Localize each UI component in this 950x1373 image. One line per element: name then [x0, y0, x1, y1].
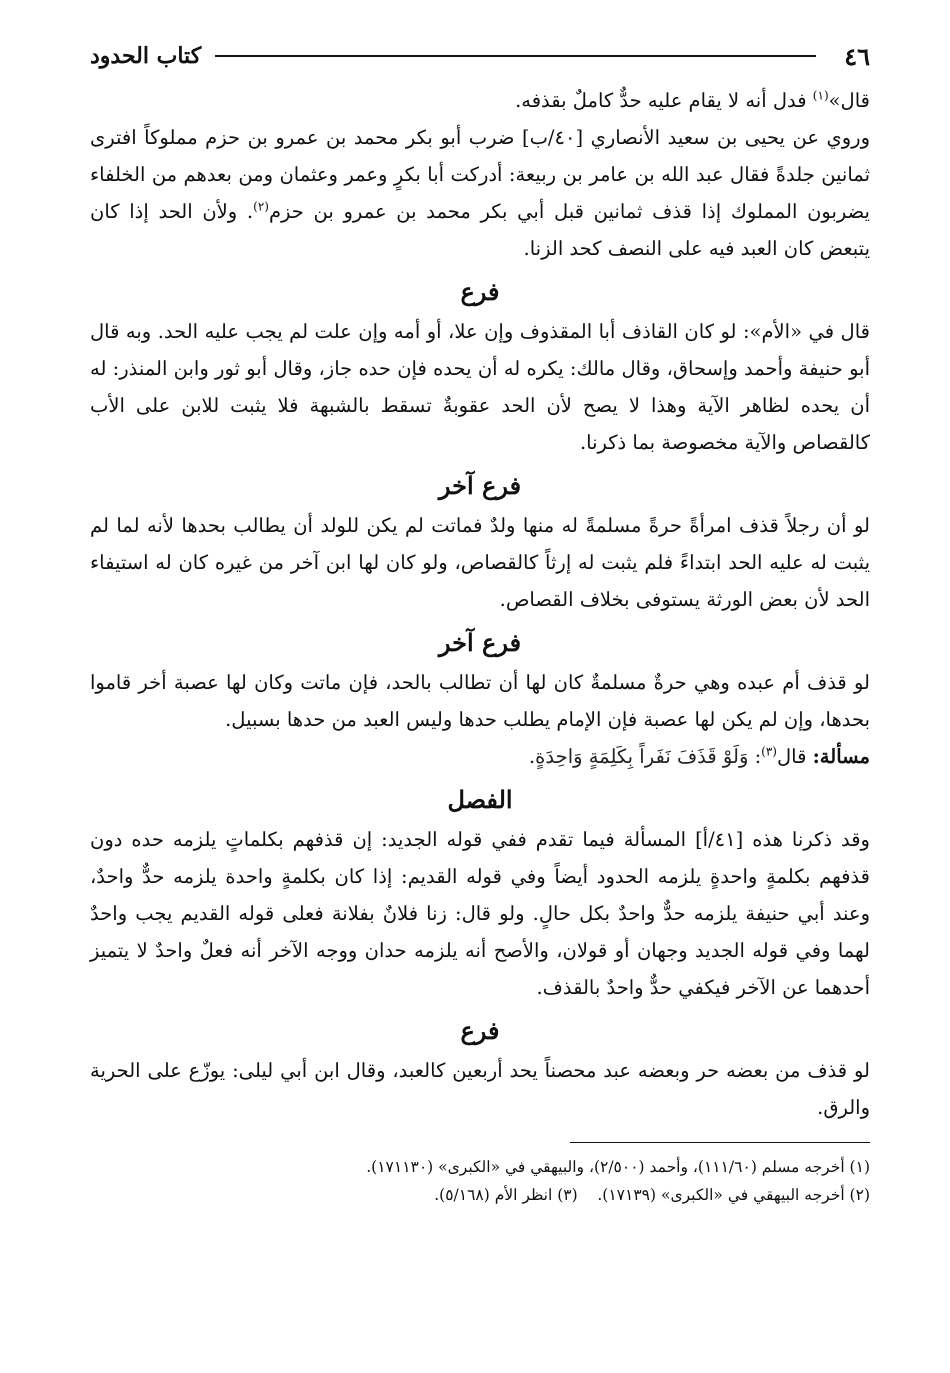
document-page [90, 36, 870, 1209]
footnote-ref-2: (٢) [253, 199, 269, 214]
section-heading-fasl: الفصل [447, 785, 513, 814]
footnote-1: (١) أخرجه مسلم (١١١/٦٠)، وأحمد (٢/٥٠٠)، والبيهقي في «الكبرى» (١٧١١٣٠). [366, 1158, 870, 1176]
footnotes-section [366, 1142, 870, 1209]
section-heading-far-akhar-2: فرع آخر [438, 628, 522, 657]
paragraph-5: لو قذف أم عبده وهي حرةٌ مسلمةٌ كان لها أن تطالب بالحد، فإن ماتت وكان لها عصبة أخر قاموا بحدها، وإن لم يكن لها عصبة فإن الإمام يطلب حدها وليس العبد من حدها بسبيل. [90, 671, 870, 731]
paragraph-6: وقد ذكرنا هذه [٤١/أ] المسألة فيما تقدم ففي قوله الجديد: إن قذفهم بكلماتٍ يلزمه حده دون قذفهم بكلمةٍ واحدةٍ يلزمه الحدود أيضاً وفي قوله القديم: إذا كان بكلمةٍ واحدة يلزمه حدٌّ واحدٌ، وعند أبي حنيفة يلزمه حدٌّ واحدٌ بكل حالٍ. ولو قال: زنا فلانٌ بفلانة فعلى قوله القديم يجب واحدٌ لهما وفي قوله الجديد وجهان أو قولان، والأصح أنه يلزمه حدان ووجه الآخر أنه فعلٌ واحدٌ لا يتميز أحدهما عن الآخر فيكفي حدٌّ واحدٌ بالقذف. [90, 828, 870, 999]
page-number: ٤٦ [844, 41, 870, 71]
footnote-3: (٣) انظر الأم (٥/١٦٨). [434, 1186, 578, 1204]
footnote-2: (٢) أخرجه البيهقي في «الكبرى» (١٧١٣٩). [597, 1186, 870, 1204]
section-heading-far-akhar-1: فرع آخر [438, 471, 522, 500]
quoted-text: : وَلَوْ قَذَفَ نَفَراً بِكَلِمَةٍ وَاحِدَةٍ. [528, 745, 762, 768]
paragraph-1: قال»$^{(١)}$ فدل أنه لا يقام عليه حدٌّ كاملٌ بقذفه. [515, 88, 870, 112]
page-header [90, 36, 870, 76]
masala-label: مسألة: [812, 745, 870, 768]
section-heading-far-2: فرع [460, 1016, 500, 1045]
main-text [90, 82, 870, 1126]
paragraph-3: قال في «الأم»: لو كان القاذف أبا المقذوف وإن علا، أو أمه وإن علت لم يجب عليه الحد. وبه قال أبو حنيفة وأحمد وإسحاق، وقال مالك: يكره له أن يحده فإن حده جاز، وقال أبو ثور وابن المنذر: له أن يحده لظاهر الآية وهذا لا يصح لأن الحد عقوبةٌ تسقط بالشبهة فلا يثبت للابن على الأب كالقصاص والآية مخصوصة بما ذكرنا. [90, 320, 870, 454]
masala-line: مسألة: قال$^{(٣)}$: وَلَوْ قَذَفَ نَفَراً بِكَلِمَةٍ وَاحِدَةٍ. [528, 744, 870, 768]
running-title: كتاب الحدود [90, 43, 202, 69]
paragraph-7: لو قذف من بعضه حر وبعضه عبد محصناً يحد أربعين كالعبد، وقال ابن أبي ليلى: يوزّع على الحرية والرق. [90, 1059, 870, 1119]
footnote-ref-1: (١) [812, 88, 829, 103]
footnote-ref-3: (٣) [761, 744, 777, 759]
footnote-2-3 [90, 1181, 870, 1209]
section-heading-far: فرع [460, 277, 500, 306]
header-rule [215, 55, 816, 57]
paragraph-2: وروي عن يحيى بن سعيد الأنصاري [٤٠/ب] ضرب أبو بكر محمد بن عمرو بن حزم مملوكاً افترى ثمانين جلدةً فقال عبد الله بن عامر بن ربيعة: أدركت أبا بكرٍ وعمر وعثمان ومن بعدهم من الخلفاء يضربون المملوك إذا قذف ثمانين قبل أبي بكر محمد بن عمرو بن حزم$^{(٢)}$. ولأن الحد إذا كان يتبعض كان العبد فيه على النصف كحد الزنا. [90, 126, 871, 260]
paragraph-4: لو أن رجلاً قذف امرأةً حرةً مسلمةً له منها ولدٌ فماتت لم يكن للولد أن يطالب بحدها لأنه لما لم يثبت له عليه الحد ابتداءً فلم يثبت له إرثاً كالقصاص، ولو كان لها ابن آخر من غيره كان له استيفاء الحد لأن بعض الورثة يستوفى بخلاف القصاص. [90, 514, 870, 611]
